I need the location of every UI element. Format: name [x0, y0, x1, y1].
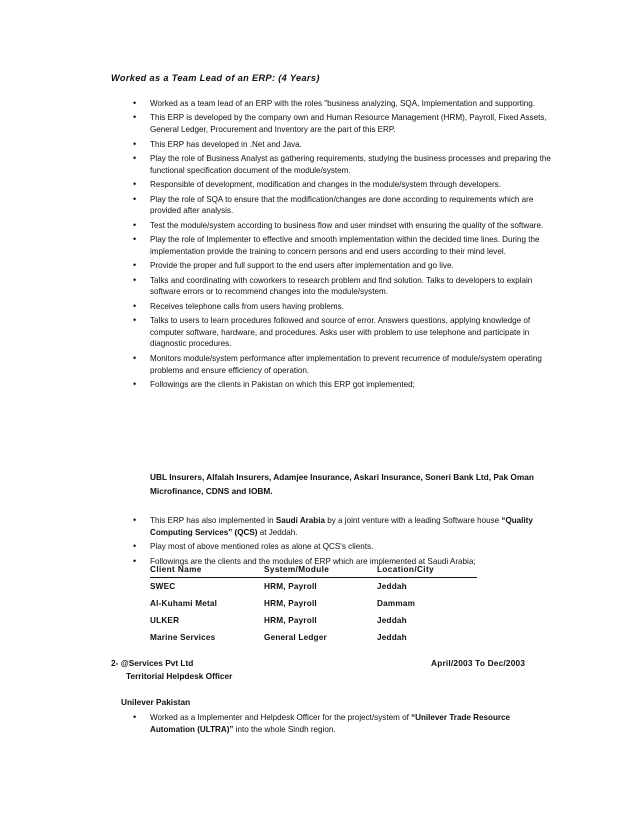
list-item: • This ERP is developed by the company own and Human Resource Management (HRM), Payroll, Fixed Assets, General Ledger, Procurement and Inventory are the part of this ERP. [133, 112, 553, 135]
cell: Dammam [377, 599, 416, 608]
text: by a joint venture with a leading Software house [325, 516, 502, 525]
list-item: • Play most of above mentioned roles as alone at QCS's clients. [133, 541, 553, 553]
header-location-city: Location/City [377, 565, 477, 578]
cell: Jeddah [377, 633, 407, 642]
list-item [133, 515, 553, 538]
section-heading: Worked as a Team Lead of an ERP: (4 Years) [111, 73, 320, 83]
list-item [133, 712, 538, 735]
cell: Jeddah [377, 582, 407, 591]
list-item: • Talks and coordinating with coworkers to research problem and find solution. Talks to developers to explain software errors or to recommend changes into the module/system. [133, 275, 553, 298]
list-item: • Receives telephone calls from users having problems. [133, 301, 553, 313]
table-row [150, 616, 477, 633]
text: at Jeddah. [257, 527, 298, 537]
cell: SWEC [150, 582, 176, 591]
cell: HRM, Payroll [264, 582, 317, 591]
list-item: • Monitors module/system performance after implementation to prevent recurrence of module/system operating problems and ensure efficiency of operation. [133, 353, 553, 376]
table-row [150, 633, 477, 650]
text: into the whole Sindh region. [233, 724, 336, 734]
cell: HRM, Payroll [264, 616, 317, 625]
saudi-clients-table [150, 565, 477, 650]
country: Saudi Arabia [275, 516, 326, 525]
saudi-list [133, 515, 553, 570]
header-system-module: System/Module [264, 565, 377, 578]
cell: Al-Kuhami Metal [150, 599, 218, 608]
list-item: • Responsible of development, modification and changes in the module/system through developers. [133, 179, 553, 191]
list-item: • Followings are the clients in Pakistan on which this ERP got implemented; [133, 379, 553, 391]
responsibility-list [133, 98, 553, 394]
list-item: • Play the role of SQA to ensure that the modification/changes are done according to requirements which are provided after analysis. [133, 194, 553, 217]
job-role: Territorial Helpdesk Officer [126, 671, 233, 681]
header-client-name: Client Name [150, 565, 264, 578]
list-item: • This ERP has developed in .Net and Java. [133, 139, 553, 151]
job-dates: April/2003 To Dec/2003 [431, 658, 526, 668]
table-row [150, 599, 477, 616]
text: Worked as a Implementer and Helpdesk Officer for the project/system of [150, 713, 412, 722]
cell: ULKER [150, 616, 180, 625]
list-item: • Talks to users to learn procedures followed and source of error. Answers questions, applying knowledge of computer software, hardware, and procedures. Asks user with problem to use telephone and participate in diagnostic procedures. [133, 315, 553, 350]
job2-list [133, 712, 538, 738]
list-item: • Worked as a team lead of an ERP with the roles "business analyzing, SQA, Implementation and supporting. [133, 98, 553, 110]
pakistan-clients: UBL Insurers, Alfalah Insurers, Adamjee Insurance, Askari Insurance, Soneri Bank Ltd, Pak Oman Microfinance, CDNS and IOBM. [150, 472, 534, 496]
list-item: • Play the role of Implementer to effective and smooth implementation within the decided time lines. During the implementation provide the training to concern persons and end users according to their mind level. [133, 234, 553, 257]
list-item: • Play the role of Business Analyst as gathering requirements, studying the business processes and preparing the functional specification document of the module/system. [133, 153, 553, 176]
job-title: 2- @Services Pvt Ltd [111, 658, 194, 668]
text: This ERP has also implemented in [150, 516, 276, 525]
cell: Marine Services [150, 633, 216, 642]
cell: General Ledger [264, 633, 327, 642]
list-item: • Provide the proper and full support to the end users after implementation and go live. [133, 260, 553, 272]
list-item: • Followings are the clients and the modules of ERP which are implemented at Saudi Arabia; [133, 556, 553, 568]
table-header-row [150, 565, 477, 578]
cell: HRM, Payroll [264, 599, 317, 608]
partner: “Quality Computing Services” (QCS) [150, 516, 533, 537]
table-row [150, 582, 477, 599]
project-name: “Unilever Trade Resource Automation (ULTRA)” [150, 713, 511, 734]
list-item: • Test the module/system according to business flow and user mindset with ensuring the quality of the software. [133, 220, 553, 232]
cell: Jeddah [377, 616, 407, 625]
company-name: Unilever Pakistan [121, 697, 191, 707]
